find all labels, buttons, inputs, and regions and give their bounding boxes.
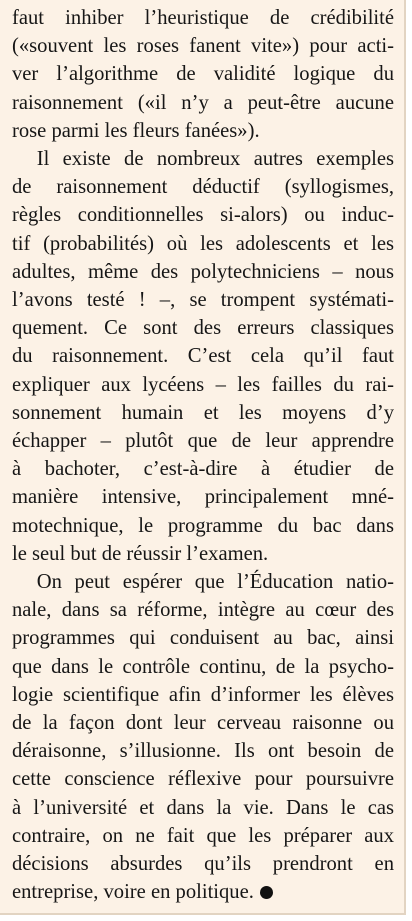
- line-text: échapper – plutôt que de leur apprendre: [12, 430, 394, 453]
- paragraph-line: [12, 540, 394, 568]
- article-paragraph: [12, 145, 394, 568]
- line-text: faut inhiber l’heuristique de crédibilité: [12, 7, 394, 29]
- paragraph-line: [12, 89, 394, 117]
- paragraph-line: [12, 286, 394, 314]
- line-text: contraire, on ne fait que les préparer aux: [12, 824, 394, 847]
- line-text: entreprise, voire en politique.: [12, 881, 254, 904]
- paragraph-line: [12, 681, 394, 709]
- paragraph-line: [12, 427, 394, 455]
- paragraph-line: [12, 512, 394, 540]
- line-text: adultes, même des polytechniciens – nous: [12, 260, 394, 283]
- paragraph-line: [12, 230, 394, 258]
- line-text: expliquer aux lycéens – les failles du rai-: [12, 373, 394, 396]
- line-text: règles conditionnelles si-alors) ou induc-: [12, 204, 394, 227]
- article-paragraph: [12, 4, 394, 145]
- line-text: du raisonnement. C’est cela qu’il faut: [12, 345, 394, 368]
- line-text: l’avons testé ! –, se trompent systémati-: [12, 289, 394, 312]
- paragraph-line: [12, 173, 394, 201]
- line-text: décisions absurdes qu’ils prendront en: [12, 853, 394, 876]
- line-text: motechnique, le programme du bac dans: [12, 514, 394, 537]
- paragraph-line: [12, 455, 394, 483]
- paragraph-line: [12, 314, 394, 342]
- line-text: déraisonne, s’illusionne. Ils ont besoin de: [12, 740, 394, 763]
- paragraph-line: [12, 624, 394, 652]
- paragraph-line: [12, 737, 394, 765]
- line-text: le seul but de réussir l’examen.: [12, 542, 269, 565]
- line-text: raisonnement («il n’y a peut-être aucune: [12, 91, 394, 114]
- paragraph-line: [12, 342, 394, 370]
- paragraph-line: [12, 765, 394, 793]
- paragraph-line: [12, 258, 394, 286]
- paragraph-line: [12, 32, 394, 60]
- paragraph-line: [12, 483, 394, 511]
- paragraph-line: [12, 399, 394, 427]
- line-text: manière intensive, principalement mné-: [12, 486, 394, 509]
- article-text-column: [12, 4, 394, 907]
- line-text: programmes qui conduisent au bac, ainsi: [12, 627, 394, 650]
- line-text: logie scientifique afin d’informer les élèves: [12, 683, 394, 706]
- line-text: tif (probabilités) où les adolescents et les: [12, 232, 394, 255]
- line-text: («souvent les roses fanent vite») pour acti-: [12, 35, 394, 58]
- paragraph-line: [12, 201, 394, 229]
- paragraph-line: [12, 596, 394, 624]
- line-text: cette conscience réflexive pour poursuivre: [12, 768, 394, 791]
- line-text: à l’université et dans la vie. Dans le cas: [12, 796, 394, 819]
- paragraph-line: [12, 653, 394, 681]
- line-text: quement. Ce sont des erreurs classiques: [12, 317, 394, 340]
- line-text: Il existe de nombreux autres exemples: [36, 148, 394, 171]
- line-text: de la façon dont leur cerveau raisonne ou: [12, 712, 394, 735]
- paragraph-line: [12, 709, 394, 737]
- line-text: de raisonnement déductif (syllogismes,: [12, 176, 394, 199]
- paragraph-line: [12, 371, 394, 399]
- article-paragraph: [12, 568, 394, 906]
- line-text: On peut espérer que l’Éducation natio-: [36, 571, 394, 594]
- paragraph-line: [12, 60, 394, 88]
- paragraph-line: [12, 117, 394, 145]
- line-text: à bachoter, c’est-à-dire à étudier de: [12, 458, 394, 481]
- line-text: ver l’algorithme de validité logique du: [12, 63, 394, 86]
- paragraph-line: [12, 822, 394, 850]
- paragraph-line: [12, 568, 394, 596]
- paragraph-line: [12, 4, 394, 32]
- line-text: sonnement humain et les moyens d’y: [12, 401, 394, 424]
- line-text: que dans le contrôle continu, de la psycho-: [12, 655, 394, 678]
- line-text: rose parmi les fleurs fanées»).: [12, 119, 260, 142]
- end-of-article-bullet-icon: [260, 886, 273, 899]
- paragraph-line: [12, 145, 394, 173]
- paragraph-line: [12, 794, 394, 822]
- line-text: nale, dans sa réforme, intègre au cœur des: [12, 599, 394, 622]
- paragraph-line: [12, 878, 394, 906]
- paragraph-line: [12, 850, 394, 878]
